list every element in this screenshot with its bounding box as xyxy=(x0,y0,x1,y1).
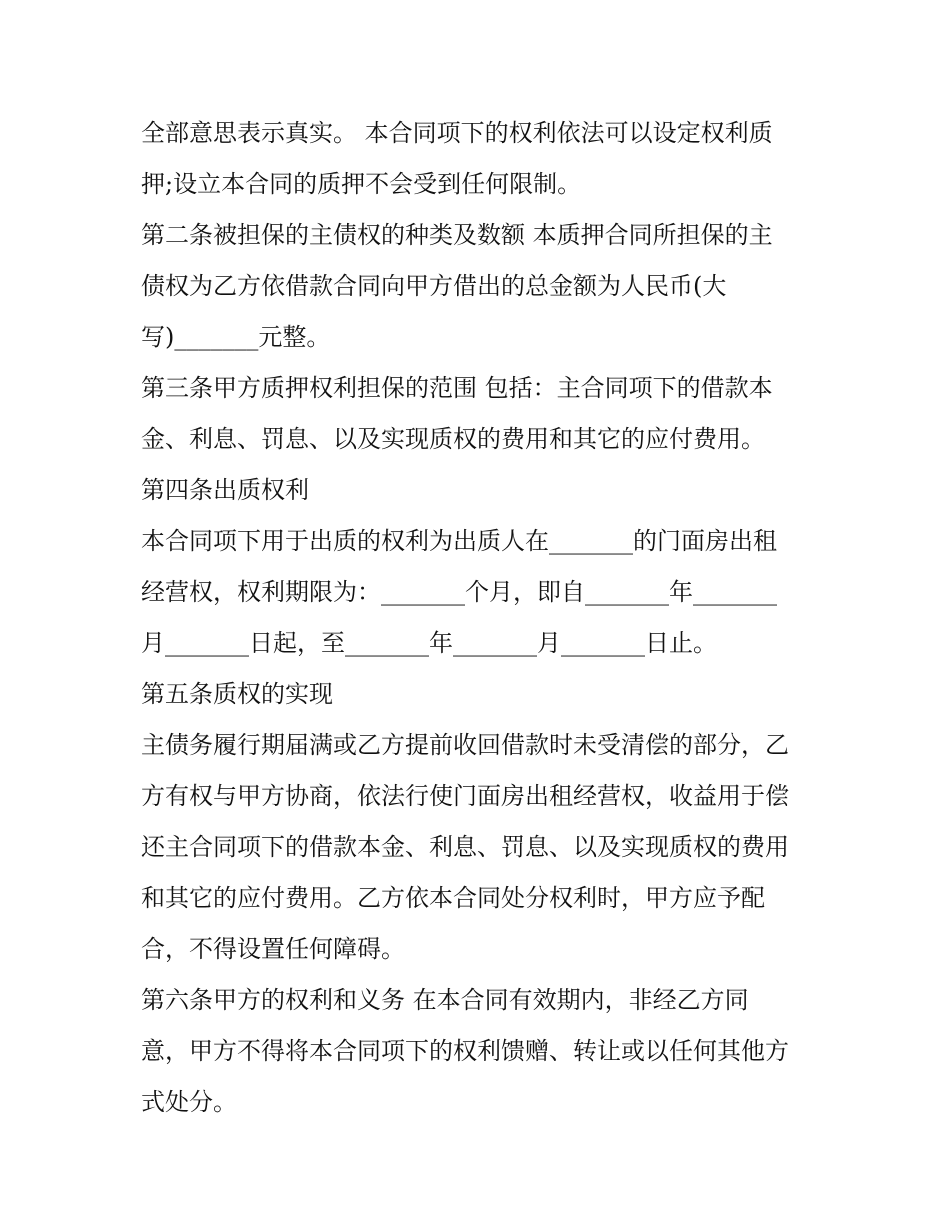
text-line: 合，不得设置任何障碍。 xyxy=(141,935,405,963)
article-6-text: 第六条甲方的权利和义务 在本合同有效期内，非经乙方同 xyxy=(141,986,749,1014)
text-line: 月_______日起，至_______年_______月_______日止。 xyxy=(141,629,717,657)
text-line: 全部意思表示真实。 本合同项下的权利依法可以设定权利质 xyxy=(141,119,773,147)
article-4-heading: 第四条出质权利 xyxy=(141,476,309,504)
text-line: 写)_______元整。 xyxy=(141,323,331,351)
text-line: 方有权与甲方协商，依法行使门面房出租经营权，收益用于偿 xyxy=(141,782,789,810)
text-line: 金、利息、罚息、以及实现质权的费用和其它的应付费用。 xyxy=(141,425,765,453)
text-line: 式处分。 xyxy=(141,1088,237,1116)
text-line: 押;设立本合同的质押不会受到任何限制。 xyxy=(141,170,582,198)
article-5-heading: 第五条质权的实现 xyxy=(141,680,333,708)
text-line: 经营权，权利期限为：_______个月，即自_______年_______ xyxy=(141,578,777,606)
text-line: 还主合同项下的借款本金、利息、罚息、以及实现质权的费用 xyxy=(141,833,789,861)
text-line: 主债务履行期届满或乙方提前收回借款时未受清偿的部分，乙 xyxy=(141,731,789,759)
text-line: 意，甲方不得将本合同项下的权利馈赠、转让或以任何其他方 xyxy=(141,1037,789,1065)
article-2-text: 第二条被担保的主债权的种类及数额 本质押合同所担保的主 xyxy=(141,221,773,249)
text-line: 债权为乙方依借款合同向甲方借出的总金额为人民币(大 xyxy=(141,272,727,300)
document-body xyxy=(141,108,821,1128)
text-line: 和其它的应付费用。乙方依本合同处分权利时，甲方应予配 xyxy=(141,884,765,912)
article-3-text: 第三条甲方质押权利担保的范围 包括：主合同项下的借款本 xyxy=(141,374,773,402)
text-line: 本合同项下用于出质的权利为出质人在_______的门面房出租 xyxy=(141,527,777,555)
